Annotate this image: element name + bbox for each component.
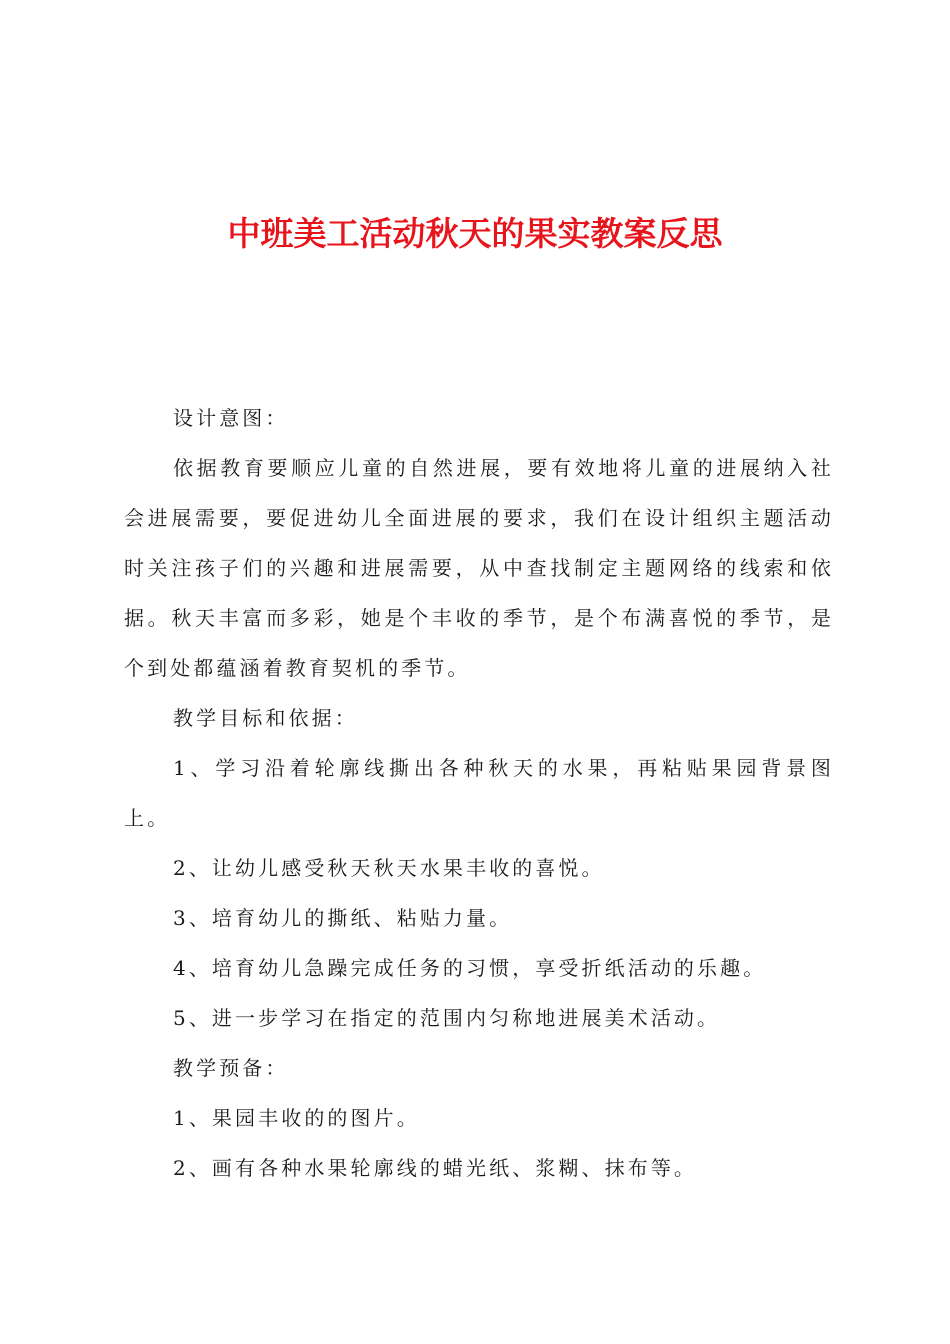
section-heading-goals: 教学目标和依据： bbox=[173, 706, 358, 730]
goal-item-2: 2、让幼儿感受秋天秋天水果丰收的喜悦。 bbox=[173, 856, 605, 880]
goal-item-5: 5、进一步学习在指定的范围内匀称地进展美术活动。 bbox=[173, 1006, 721, 1030]
paragraph-design-intent: 依据教育要顺应儿童的自然进展，要有效地将儿童的进展纳入社会进展需要，要促进幼儿全面进展的要求，我们在设计组织主题活动时关注孩子们的兴趣和进展需要，从中查找制定主题网络的线索和依据。秋天丰富而多彩，她是个丰收的季节，是个布满喜悦的季节，是个到处都蕴涵着教育契机的季节。 bbox=[124, 456, 834, 680]
document-body bbox=[124, 393, 834, 1193]
preparation-item-2: 2、画有各种水果轮廓线的蜡光纸、浆糊、抹布等。 bbox=[173, 1156, 698, 1180]
document-title: 中班美工活动秋天的果实教案反思 bbox=[227, 214, 723, 253]
goal-item-1: 1、学习沿着轮廓线撕出各种秋天的水果，再粘贴果园背景图上。 bbox=[124, 756, 834, 830]
section-heading-preparation: 教学预备： bbox=[173, 1056, 289, 1080]
goal-item-3: 3、培育幼儿的撕纸、粘贴力量。 bbox=[173, 906, 513, 930]
section-heading-design-intent: 设计意图： bbox=[173, 406, 289, 430]
goal-item-4: 4、培育幼儿急躁完成任务的习惯，享受折纸活动的乐趣。 bbox=[173, 956, 767, 980]
preparation-item-1: 1、果园丰收的的图片。 bbox=[173, 1106, 420, 1130]
